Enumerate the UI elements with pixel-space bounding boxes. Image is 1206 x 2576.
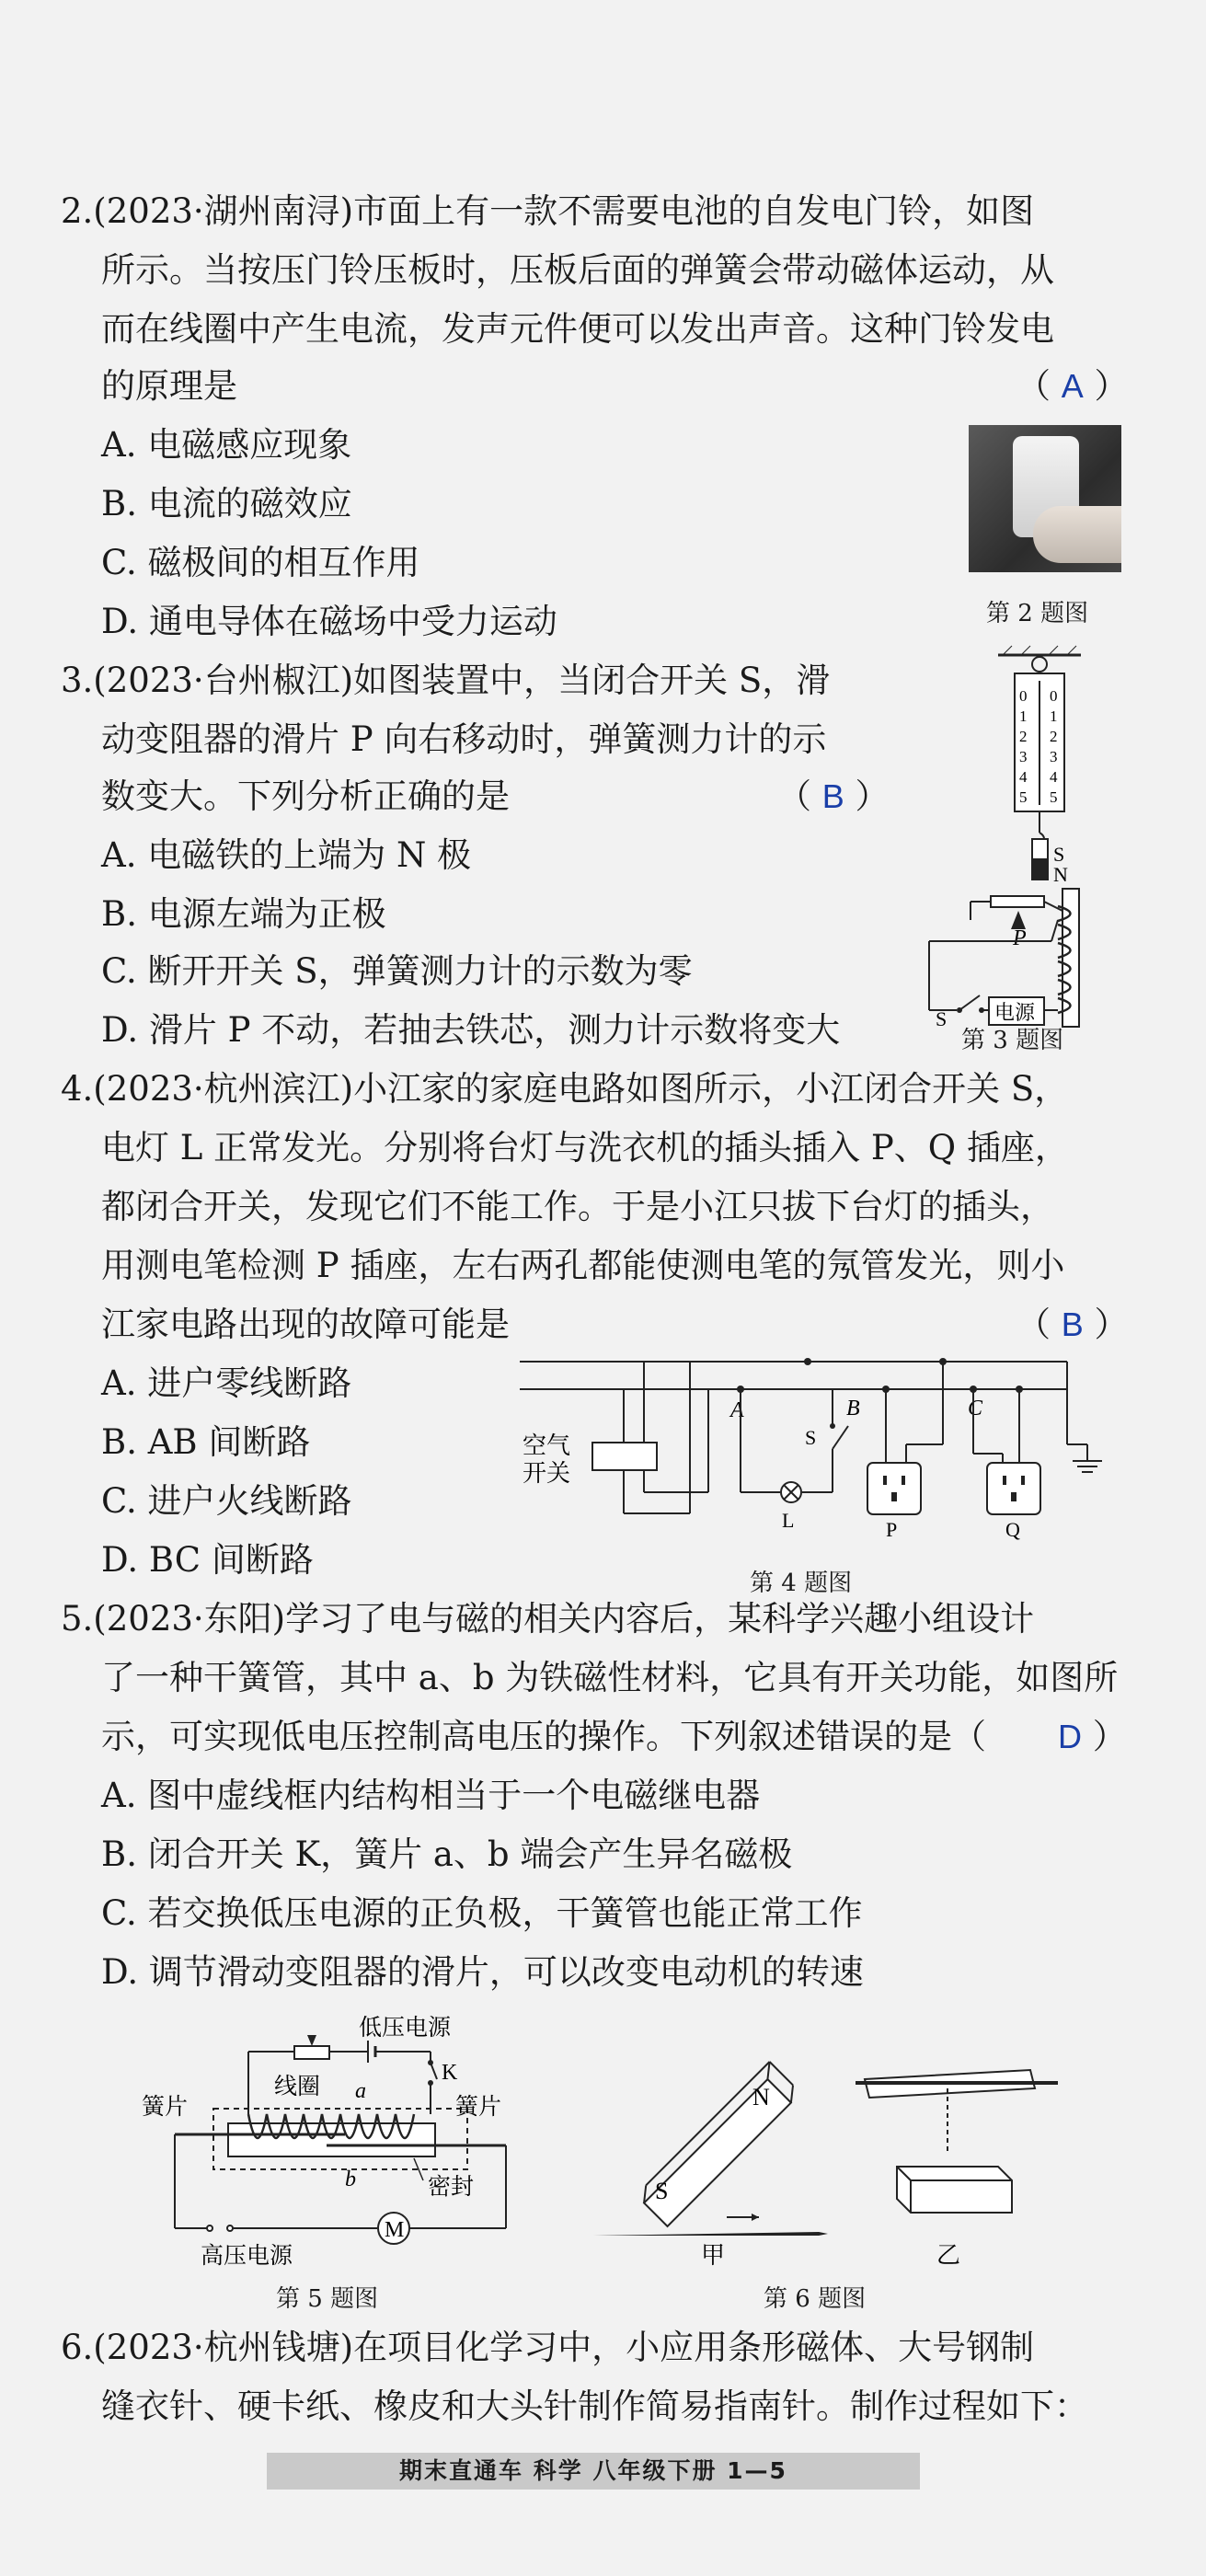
bar-magnet: [1032, 859, 1048, 880]
scale-left-1: 1: [1019, 707, 1028, 725]
magnet-s-label: S: [1053, 843, 1065, 866]
doorbell-photo: [969, 425, 1121, 572]
reed-left-label: 簧片: [142, 2095, 189, 2120]
reed-a-label: a: [355, 2079, 366, 2103]
lamp-l-label: L: [782, 1509, 795, 1532]
q2-answer: A: [1061, 367, 1084, 405]
q5-option-d: D. 调节滑动变阻器的滑片，可以改变电动机的转速: [101, 1952, 864, 1992]
switch-k-label: K: [442, 2061, 458, 2085]
sewing-needle: [593, 2232, 828, 2236]
q3-option-d: D. 滑片 P 不动，若抽去铁芯，测力计示数将变大: [101, 1010, 841, 1050]
q2-option-b: B. 电流的磁效应: [101, 484, 352, 523]
q4-answer-bracket: （ B ）: [1016, 1305, 1129, 1344]
q3-option-a: A. 电磁铁的上端为 N 极: [101, 835, 472, 875]
q6-figure: [589, 2052, 1067, 2272]
node-b-label: B: [846, 1397, 860, 1420]
q5-option-a: A. 图中虚线框内结构相当于一个电磁继电器: [101, 1776, 761, 1815]
q2-line1: 2.(2023·湖州南浔)市面上有一款不需要电池的自发电门铃，如图: [61, 191, 1035, 231]
scale-left-5: 5: [1019, 788, 1028, 806]
q5-line2: 了一种干簧管，其中 a、b 为铁磁性材料，它具有开关功能，如图所: [101, 1658, 1119, 1697]
low-voltage-label: 低压电源: [359, 2016, 452, 2041]
glass-tube: [228, 2123, 435, 2156]
socket-p-label: P: [886, 1518, 898, 1541]
finger: [1033, 506, 1121, 563]
q4-figure: [515, 1352, 1141, 1555]
scale-left-4: 4: [1019, 768, 1028, 786]
q5-option-c: C. 若交换低压电源的正负极，干簧管也能正常工作: [101, 1893, 863, 1933]
q4-option-c: C. 进户火线断路: [101, 1481, 352, 1521]
q6-line1: 6.(2023·杭州钱塘)在项目化学习中，小应用条形磁体、大号钢制: [61, 2328, 1035, 2367]
q4-option-b: B. AB 间断路: [101, 1422, 311, 1462]
slider-p-label: P: [1013, 926, 1027, 950]
node-a-label: A: [730, 1398, 744, 1422]
magnet-n-label: N: [752, 2084, 770, 2110]
q5-caption: 第 5 题图: [276, 2285, 379, 2313]
q2-option-c: C. 磁极间的相互作用: [101, 543, 420, 582]
scale-right-1: 1: [1050, 707, 1058, 725]
q2-option-a: A. 电磁感应现象: [101, 425, 352, 465]
motor-m-label: M: [385, 2218, 405, 2242]
q3-answer-bracket: （ B ）: [777, 776, 890, 816]
q2-line3: 而在线圈中产生电流，发声元件便可以发出声音。这种门铃发电: [101, 309, 1054, 349]
q3-option-b: B. 电源左端为正极: [101, 894, 386, 934]
q5-answer: D: [1058, 1718, 1082, 1755]
page-footer: 期末直通车 科学 八年级下册 1—5: [267, 2453, 920, 2490]
rheostat: [991, 896, 1044, 907]
coil-label: 线圈: [274, 2075, 321, 2099]
q3-figure: [915, 644, 1173, 1049]
switch-s-label: S: [936, 1007, 948, 1030]
air-switch-label-2: 开关: [523, 1460, 571, 1487]
socket-q: [987, 1463, 1040, 1514]
q5-line3: 示，可实现低电压控制高电压的操作。下列叙述错误的是（: [101, 1717, 986, 1756]
q4-line3: 都闭合开关，发现它们不能工作。于是小江只拔下台灯的插头，: [101, 1187, 1054, 1226]
q4-answer: B: [1061, 1305, 1084, 1343]
air-switch: [592, 1443, 657, 1470]
scale-right-4: 4: [1050, 768, 1058, 786]
power-label: 电源: [994, 1001, 1036, 1024]
q2-line4: 的原理是: [101, 366, 237, 406]
scale-right-3: 3: [1050, 748, 1058, 765]
q5-option-b: B. 闭合开关 K，簧片 a、b 端会产生异名磁极: [101, 1834, 793, 1874]
q5-figure: [138, 2006, 524, 2272]
q5-answer-bracket: D ）: [1058, 1717, 1127, 1756]
q5-rheostat: [294, 2046, 329, 2059]
scale-left-2: 2: [1019, 728, 1028, 745]
q2-line2: 所示。当按压门铃压板时，压板后面的弹簧会带动磁体运动，从: [101, 250, 1054, 290]
label-yi: 乙: [936, 2242, 961, 2269]
eraser: [897, 2167, 1012, 2213]
q4-caption: 第 4 题图: [750, 1570, 853, 1597]
scale-right-5: 5: [1050, 788, 1058, 806]
reed-b-label: b: [345, 2168, 356, 2191]
q3-answer: B: [821, 777, 844, 815]
scale-right-2: 2: [1050, 728, 1058, 745]
magnet-s-label: S: [655, 2178, 669, 2204]
switch-s-label: S: [805, 1426, 817, 1449]
q6-line2: 缝衣针、硬卡纸、橡皮和大头针制作简易指南针。制作过程如下：: [101, 2386, 1088, 2426]
q4-line4: 用测电笔检测 P 插座，左右两孔都能使测电笔的氖管发光，则小: [101, 1246, 1065, 1285]
q5-line1: 5.(2023·东阳)学习了电与磁的相关内容后，某科学兴趣小组设计: [61, 1599, 1035, 1639]
node-c-label: C: [968, 1397, 983, 1420]
q4-line5: 江家电路出现的故障可能是: [101, 1305, 510, 1344]
q3-caption: 第 3 题图: [961, 1027, 1064, 1054]
scale-right-0: 0: [1050, 687, 1058, 705]
q2-answer-bracket: （ A ）: [1016, 366, 1129, 406]
label-jia: 甲: [701, 2242, 726, 2269]
q2-option-d: D. 通电导体在磁场中受力运动: [101, 602, 557, 641]
reed-right-label: 簧片: [455, 2095, 502, 2120]
q3-option-c: C. 断开开关 S，弹簧测力计的示数为零: [101, 951, 693, 991]
high-voltage-label: 高压电源: [201, 2244, 293, 2269]
socket-q-label: Q: [1005, 1518, 1020, 1541]
socket-p: [867, 1463, 921, 1514]
scale-left-3: 3: [1019, 748, 1028, 765]
magnet-n-label: N: [1053, 863, 1068, 886]
q4-option-d: D. BC 间断路: [101, 1540, 314, 1580]
q4-line1: 4.(2023·杭州滨江)小江家的家庭电路如图所示，小江闭合开关 S，: [61, 1069, 1069, 1109]
q3-line1: 3.(2023·台州椒江)如图装置中，当闭合开关 S，滑: [61, 661, 831, 700]
q3-line2: 动变阻器的滑片 P 向右移动时，弹簧测力计的示: [101, 719, 827, 759]
q4-option-a: A. 进户零线断路: [101, 1363, 352, 1403]
seal-label: 密封: [428, 2175, 475, 2200]
q2-caption: 第 2 题图: [986, 600, 1089, 627]
scale-left-0: 0: [1019, 687, 1028, 705]
q3-line3: 数变大。下列分析正确的是: [101, 776, 510, 816]
q6-caption: 第 6 题图: [764, 2285, 867, 2313]
air-switch-label-1: 空气: [523, 1432, 571, 1459]
q4-line2: 电灯 L 正常发光。分别将台灯与洗衣机的插头插入 P、Q 插座，: [101, 1128, 1069, 1167]
